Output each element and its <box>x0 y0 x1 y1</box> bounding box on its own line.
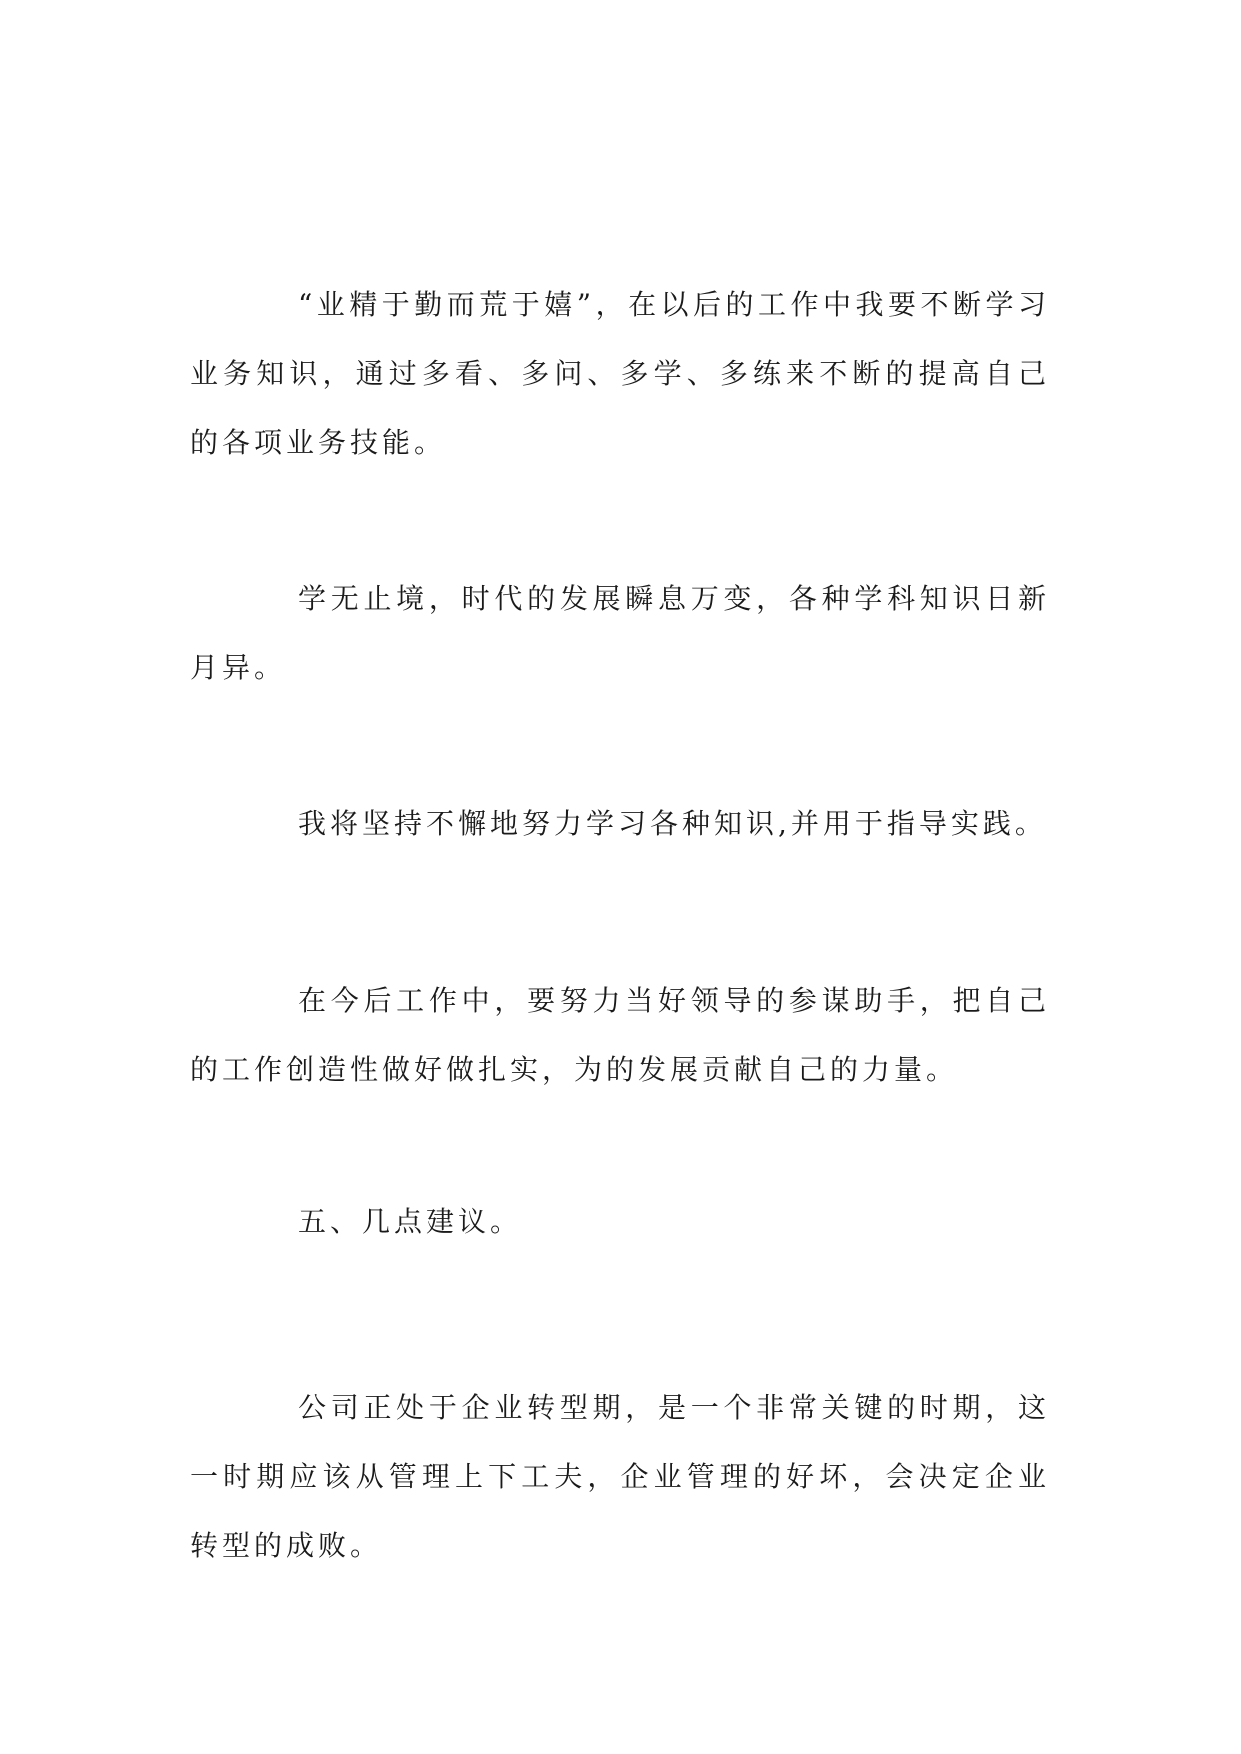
paragraph-future-work: 在今后工作中，要努力当好领导的参谋助手，把自己的工作创造性做好做扎实，为的发展贡献自己的力量。 <box>190 984 1050 1086</box>
section-heading-suggestions: 五、几点建议。 <box>298 1205 523 1238</box>
paragraph-persist-learning: 我将坚持不懈地努力学习各种知识,并用于指导实践。 <box>298 807 1047 840</box>
paragraph-endless-learning: 学无止境，时代的发展瞬息万变，各种学科知识日新月异。 <box>190 582 1050 684</box>
paragraph-study-skills: “业精于勤而荒于嬉”，在以后的工作中我要不断学习业务知识，通过多看、多问、多学、多练来不断的提高自己的各项业务技能。 <box>190 288 1050 459</box>
paragraph-company-transition: 公司正处于企业转型期，是一个非常关键的时期，这一时期应该从管理上下工夫，企业管理的好坏，会决定企业转型的成败。 <box>190 1391 1050 1562</box>
